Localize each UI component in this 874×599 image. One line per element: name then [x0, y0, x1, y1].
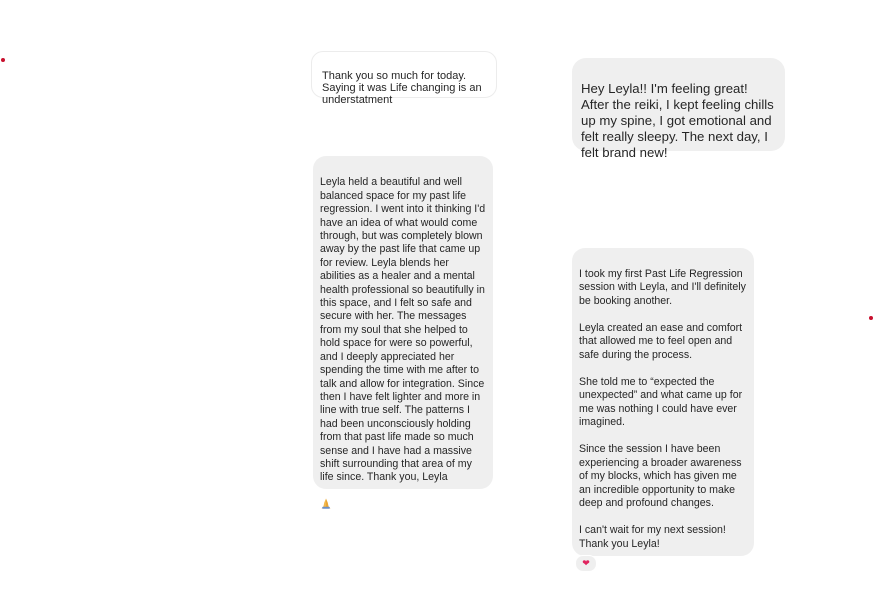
message-bubble — [572, 248, 754, 556]
message-bubble — [311, 51, 497, 106]
message-text: Thank you so much for today. Saying it was Life changing is an understatment — [322, 70, 482, 106]
reaction-badge[interactable] — [575, 555, 597, 572]
message-text: I took my first Past Life Regression session with Leyla, and I'll definitely be booking another. Leyla created an ease and comfort that allowed me to feel open and safe during the process. She told me to “expected the unexpected” and what came up for me was nothing I could have ever imagined. Since the session I have been experiencing a broader awareness of my blocks, which has given me an incredible opportunity to make deep and profound changes. I can't wait for my next session! Thank you Leyla! — [579, 267, 746, 550]
red-dot-marker — [1, 58, 5, 62]
message-text: Hey Leyla!! I'm feeling great! After the reiki, I kept feeling chills up my spine, I got emotional and felt really sleepy. The next day, I felt brand new! — [581, 81, 774, 160]
red-dot-marker — [869, 316, 873, 320]
heart-icon: ❤ — [582, 558, 590, 568]
message-bubble — [313, 156, 493, 489]
praying-hands-icon — [320, 485, 332, 496]
message-bubble — [572, 58, 785, 160]
message-text: Leyla held a beautiful and well balanced space for my past life regression. I went into it thinking I'd have an idea of what would come through, but was completely blown away by the past life that came up for review. Leyla blends her abilities as a healer and a mental health professional so beautifully in this space, and I felt so safe and secure with her. The messages from my soul that she helped to hold space for were so powerful, and I deeply appreciated her spending the time with me after to talk and allow for integration. Since then I have felt lighter and more in line with true self. The patterns I had been unconsciously holding from that past life made so much sense and I have had a massive shift surrounding that area of my life since. Thank you, Leyla — [320, 176, 486, 484]
